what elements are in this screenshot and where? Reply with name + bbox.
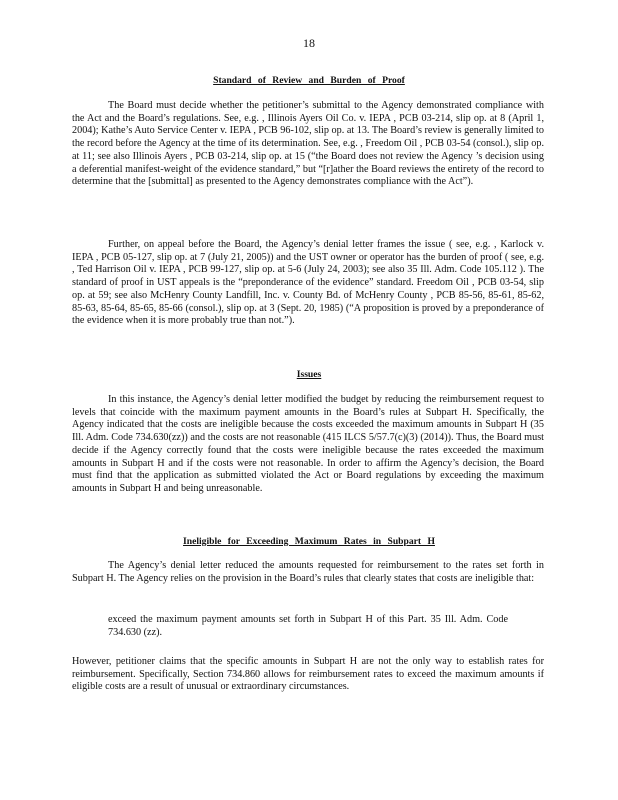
paragraph-standard-of-review: The Board must decide whether the petitioner’s submittal to the Agency demonstrated compliance with the Act and the Board’s regulations. See, e.g. , Illinois Ayers Oil Co. v. IEPA , PCB 03-214, slip op. at 8 (April 1, 2004); Kathe’s Auto Service Center v. IEPA , PCB 96-102, slip op. at 13. The Board’s review is generally limited to the record before the Agency at the time of its determination. See, e.g. , Freedom Oil , PCB 03-54 (consol.), slip op. at 11; see also Illinois Ayers , PCB 03-214, slip op. at 15 (“the Board does not review the Agency ’s decision using a deferential manifest-weight of the evidence standard,” but “[r]ather the Board reviews the entirety of the record to determine that the [submittal] as presented to the Agency demonstrates compliance with the Act”). <box>72 100 544 188</box>
paragraph-burden-of-proof: Further, on appeal before the Board, the Agency’s denial letter frames the issue ( see, e.g. , Karlock v. IEPA , PCB 05-127, slip op. at 7 (July 21, 2005)) and the UST owner or operator has the burden of proof ( see, e.g. , Ted Harrison Oil v. IEPA , PCB 99-127, slip op. at 5-6 (July 24, 2003); see also 35 Ill. Adm. Code 105.112 ). The standard of proof in UST appeals is the “preponderance of the evidence” standard. Freedom Oil , PCB 03-54, slip op. at 59; see also McHenry County Landfill, Inc. v. County Bd. of McHenry County , PCB 85-56, 85-61, 85-62, 85-63, 85-64, 85-65, 85-66 (consol.), slip op. at 3 (Sept. 20, 1985) (“A proposition is proved by a preponderance of the evidence when it is more probably true than not.”). <box>72 239 544 327</box>
heading-standard-of-review: Standard of Review and Burden of Proof <box>213 75 405 86</box>
heading-ineligible-maximum-rates: Ineligible for Exceeding Maximum Rates in Subpart H <box>183 536 435 547</box>
page-number: 18 <box>303 36 315 50</box>
paragraph-agency-denial: The Agency’s denial letter reduced the amounts requested for reimbursement to the rates set forth in Subpart H. The Agency relies on the provision in the Board’s rules that clearly states that costs are ineligible that: <box>72 560 544 584</box>
paragraph-issues: In this instance, the Agency’s denial letter modified the budget by reducing the reimbursement request to levels that coincide with the maximum payment amounts in the Board’s rules at Subpart H. Specifically, the Agency indicated that the costs are ineligible because the costs exceeded the maximum amounts in Subpart H (35 Ill. Adm. Code 734.630(zz)) and the costs are not reasonable (415 ILCS 5/57.7(c)(3) (2014)). Thus, the Board must decide if the Agency correctly found that the costs were ineligible because the rates exceeded the maximum amounts in Subpart H and if the costs were not reasonable. In order to affirm the Agency’s decision, the Board must find that the application as submitted violated the Act or Board regulations by exceeding the maximum amounts in Subpart H and being unreasonable. <box>72 394 544 494</box>
heading-issues: Issues <box>296 369 322 380</box>
block-quote-regulation: exceed the maximum payment amounts set forth in Subpart H of this Part. 35 Ill. Adm. Code 734.630 (zz). <box>108 614 508 638</box>
paragraph-petitioner-claims: However, petitioner claims that the specific amounts in Subpart H are not the only way to establish rates for reimbursement. Specifically, Section 734.860 allows for reimbursement rates to exceed the maximum amounts if eligible costs are a result of unusual or extraordinary circumstances. <box>72 656 544 693</box>
